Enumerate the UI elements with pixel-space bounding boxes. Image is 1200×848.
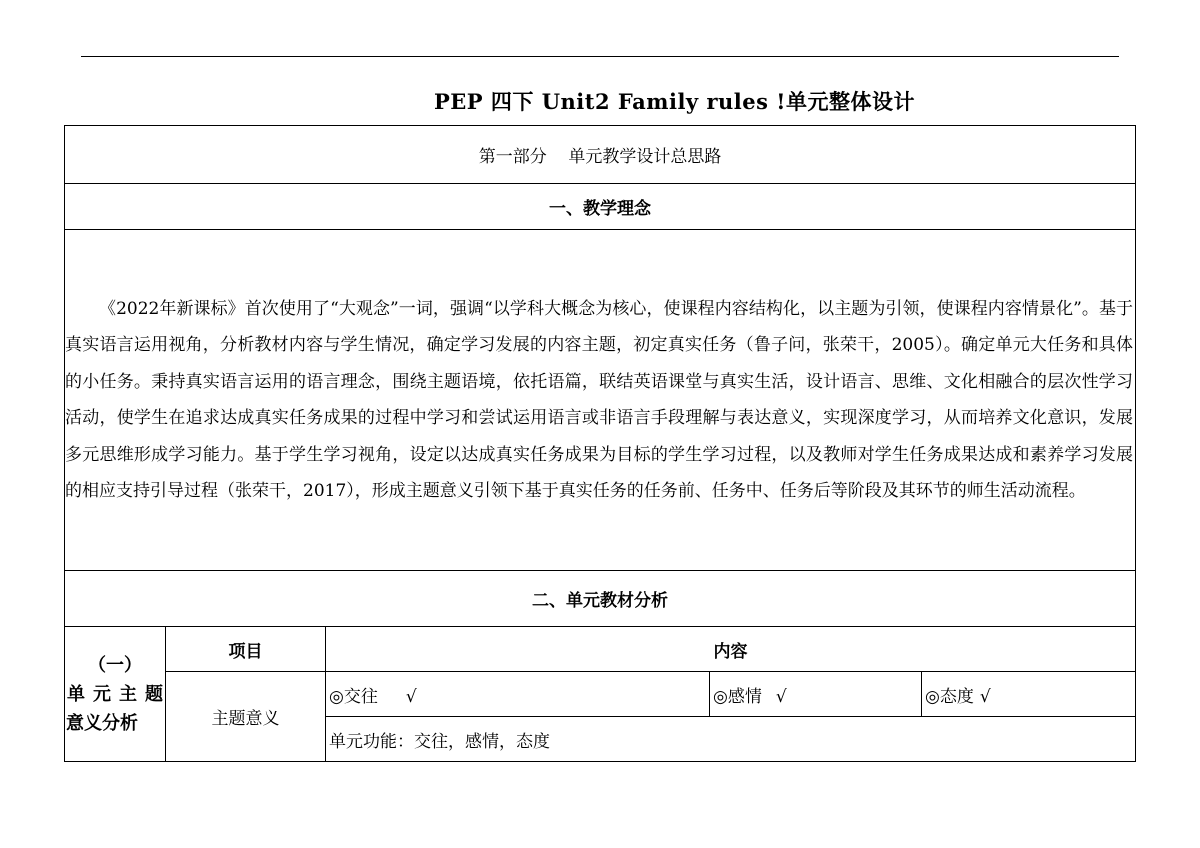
section2-heading-row bbox=[65, 571, 1136, 627]
section1-body-row bbox=[65, 230, 1136, 571]
section2-heading: 二、单元教材分析 bbox=[65, 571, 1136, 627]
theme-option-emotion bbox=[710, 672, 922, 717]
theme-meaning-row bbox=[65, 672, 1136, 717]
section1-heading: 一、教学理念 bbox=[65, 184, 1136, 230]
column-header-content: 内容 bbox=[326, 627, 1136, 672]
analysis-header-row bbox=[65, 627, 1136, 672]
design-table bbox=[64, 125, 1136, 762]
unit-function-text: 单元功能：交往，感情，态度 bbox=[326, 717, 1136, 762]
side-label-line3: 意义分析 bbox=[66, 712, 138, 734]
header-rule bbox=[81, 56, 1119, 57]
option-label: ◎态度 bbox=[925, 686, 974, 707]
theme-analysis-label bbox=[65, 627, 166, 762]
theme-option-communication bbox=[326, 672, 710, 717]
document-title: PEP 四下 Unit2 Family rules !单元整体设计 bbox=[434, 89, 915, 114]
part-heading-row bbox=[65, 126, 1136, 184]
check-mark-icon: √ bbox=[775, 686, 787, 707]
option-label: ◎交往 bbox=[329, 686, 378, 707]
side-label-line2: 单元主题 bbox=[67, 683, 163, 705]
theme-meaning-label: 主题意义 bbox=[166, 672, 326, 762]
check-mark-icon: √ bbox=[979, 686, 991, 707]
section1-heading-row bbox=[65, 184, 1136, 230]
column-header-item: 项目 bbox=[166, 627, 326, 672]
part-heading: 第一部分 单元教学设计总思路 bbox=[65, 126, 1136, 184]
check-mark-icon: √ bbox=[405, 686, 417, 707]
teaching-philosophy-text: 《2022年新课标》首次使用了“大观念”一词，强调“以学科大概念为核心，使课程内容结构化，以主题为引领，使课程内容情景化”。基于真实语言运用视角，分析教材内容与学生情况，确定学习发展的内容主题，初定真实任务（鲁子问，张荣干，2005）。确定单元大任务和具体的小任务。秉持真实语言运用的语言理念，围绕主题语境，依托语篇，联结英语课堂与真实生活，设计语言、思维、文化相融合的层次性学习活动，使学生在追求达成真实任务成果的过程中学习和尝试运用语言或非语言手段理解与表达意义，实现深度学习，从而培养文化意识，发展多元思维形成学习能力。基于学生学习视角，设定以达成真实任务成果为目标的学生学习过程，以及教师对学生任务成果达成和素养学习发展的相应支持引导过程（张荣干，2017），形成主题意义引领下基于真实任务的任务前、任务中、任务后等阶段及其环节的师生活动流程。 bbox=[65, 298, 1134, 501]
option-label: ◎感情 bbox=[713, 686, 762, 707]
section1-body-cell bbox=[65, 230, 1136, 571]
theme-option-attitude bbox=[922, 672, 1136, 717]
side-label-number: （一） bbox=[88, 654, 142, 676]
